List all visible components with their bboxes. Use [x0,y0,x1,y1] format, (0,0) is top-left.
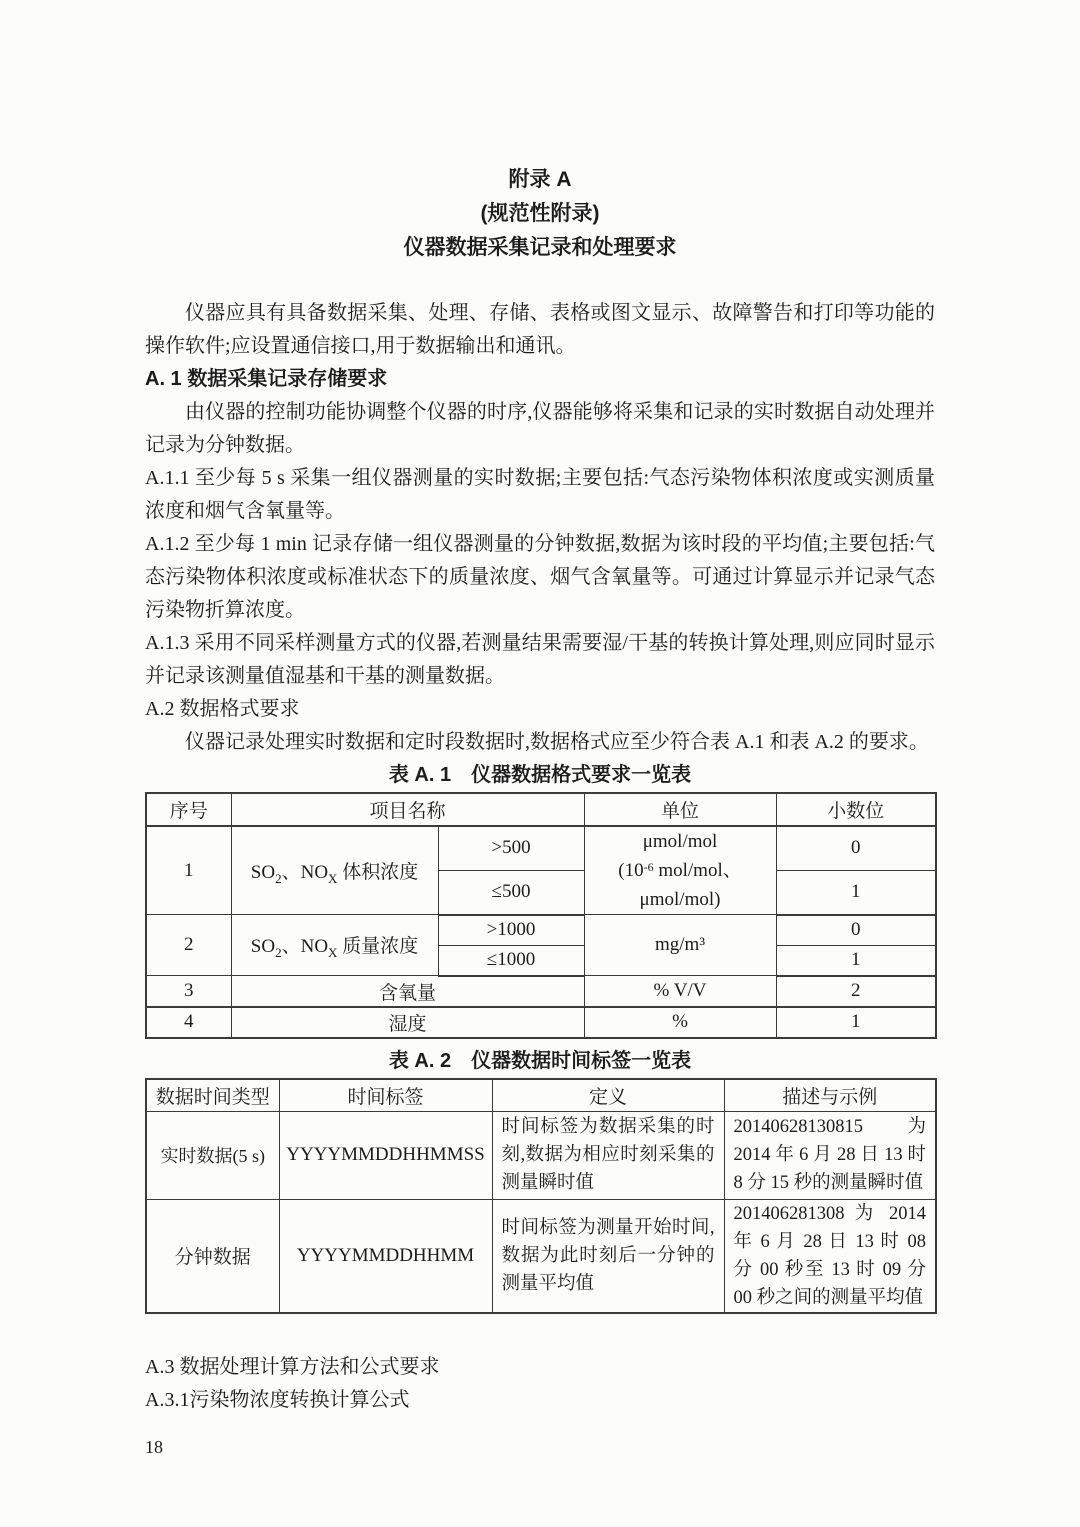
row1-unit [584,826,776,915]
a2-row1-definition: 时间标签为数据采集的时刻,数据为相应时刻采集的测量瞬时值 [492,1111,724,1199]
appendix-heading: 仪器数据采集记录和处理要求 [403,236,677,259]
row1-unit-text: mol/mol、μmol/mol) [639,860,742,910]
row4-item: 湿度 [231,1007,584,1038]
row1-dec-low: 1 [776,870,936,914]
appendix-subtitle: (规范性附录) [480,202,600,225]
clause-a11: A.1.1 至少每 5 s 采集一组仪器测量的实时数据;主要包括:气态污染物体积浓度或实测质量浓度和烟气含氧量等。 [145,467,935,522]
table-a1-caption: 表 A. 1 仪器数据格式要求一览表 [388,764,692,786]
table-row [146,1199,936,1313]
col-header-example: 描述与示例 [724,1079,936,1112]
row4-dec: 1 [776,1007,936,1038]
table-row [146,1007,936,1038]
table-a2-header-row [146,1079,936,1112]
table-row [146,976,936,1007]
a2-row2-definition: 时间标签为测量开始时间,数据为此时刻后一分钟的测量平均值 [492,1199,724,1313]
row2-item-text: 、NO [281,936,329,958]
section-a1-heading: A. 1 数据采集记录存储要求 [145,368,388,390]
title-block [145,163,935,265]
table-row [146,826,936,870]
row1-range-high: >500 [438,826,584,870]
row3-no: 3 [146,976,231,1007]
table-a1-header-row [146,793,936,826]
col-header-definition: 定义 [492,1079,724,1112]
row2-item-sub: 2 [275,944,282,960]
section-a1-body: 由仪器的控制功能协调整个仪器的时序,仪器能够将采集和记录的实时数据自动处理并记录为分钟数据。 [145,401,935,456]
row2-range-low: ≤1000 [438,945,584,976]
section-a31-heading: A.3.1污染物浓度转换计算公式 [145,1388,410,1411]
col-header-type: 数据时间类型 [146,1079,279,1112]
row1-unit-line1: μmol/mol [642,831,718,852]
a2-row2-example: 201406281308 为 2014 年 6 月 28 日 13 时 08 分 00 秒至 13 时 09 分 00 秒之间的测量平均值 [724,1199,936,1313]
table-row [146,915,936,946]
clause-a12: A.1.2 至少每 1 min 记录存储一组仪器测量的分钟数据,数据为该时段的平均值;主要包括:气态污染物体积浓度或标准状态下的质量浓度、烟气含氧量等。可通过计算显示并记录气态污染物折算浓度。 [145,533,935,621]
row4-no: 4 [146,1007,231,1038]
row2-dec-low: 1 [776,945,936,976]
col-header-unit: 单位 [584,793,776,826]
col-header-tag: 时间标签 [279,1079,492,1112]
row1-unit-line2 [589,856,772,914]
table-a2 [145,1078,937,1314]
col-header-item: 项目名称 [231,793,584,826]
row1-item-sub: 2 [275,870,282,886]
appendix-title: 附录 A [508,168,572,191]
a2-row1-example: 20140628130815 为 2014 年 6 月 28 日 13 时 8 分 15 秒的测量瞬时值 [724,1111,936,1199]
row2-item [231,915,438,976]
table-row [146,1111,936,1199]
row1-item [231,826,438,915]
clause-a13: A.1.3 采用不同采样测量方式的仪器,若测量结果需要湿/干基的转换计算处理,则应同时显示并记录该测量值湿基和干基的测量数据。 [145,632,935,687]
row3-unit: % V/V [584,976,776,1007]
row1-item-sub: X [328,870,338,886]
row1-item-text: 体积浓度 [337,861,419,883]
col-header-decimals: 小数位 [776,793,936,826]
row2-range-high: >1000 [438,915,584,946]
row4-unit: % [584,1007,776,1038]
intro-paragraph: 仪器应具有具备数据采集、处理、存储、表格或图文显示、故障警告和打印等功能的操作软件;应设置通信接口,用于数据输出和通讯。 [145,302,935,357]
row2-item-text: SO [250,936,276,958]
row2-item-text: 质量浓度 [337,936,419,958]
a2-row1-type: 实时数据(5 s) [146,1111,279,1199]
row1-unit-sup: -6 [643,860,654,874]
row2-dec-high: 0 [776,915,936,946]
a2-row2-type: 分钟数据 [146,1199,279,1313]
row1-dec-high: 0 [776,826,936,870]
a2-row1-tag: YYYYMMDDHHMMSS [279,1111,492,1199]
section-a2-heading: A.2 数据格式要求 [145,698,300,720]
row3-dec: 2 [776,976,936,1007]
row1-item-text: 、NO [281,861,329,883]
row1-item-text: SO [250,861,276,883]
a2-row2-tag: YYYYMMDDHHMM [279,1199,492,1313]
table-a2-caption: 表 A. 2 仪器数据时间标签一览表 [388,1049,692,1072]
row2-unit: mg/m³ [584,915,776,976]
page-number: 18 [145,1436,163,1457]
row2-item-sub: X [328,944,338,960]
col-header-no: 序号 [146,793,231,826]
row1-unit-text: (10 [618,860,644,881]
row3-item: 含氧量 [231,976,584,1007]
section-a3-heading: A.3 数据处理计算方法和公式要求 [145,1355,440,1378]
row1-no: 1 [146,826,231,915]
table-a1 [145,792,937,1039]
row2-no: 2 [146,915,231,976]
section-a2-body: 仪器记录处理实时数据和定时段数据时,数据格式应至少符合表 A.1 和表 A.2 的要求。 [185,731,929,753]
row1-range-low: ≤500 [438,870,584,914]
